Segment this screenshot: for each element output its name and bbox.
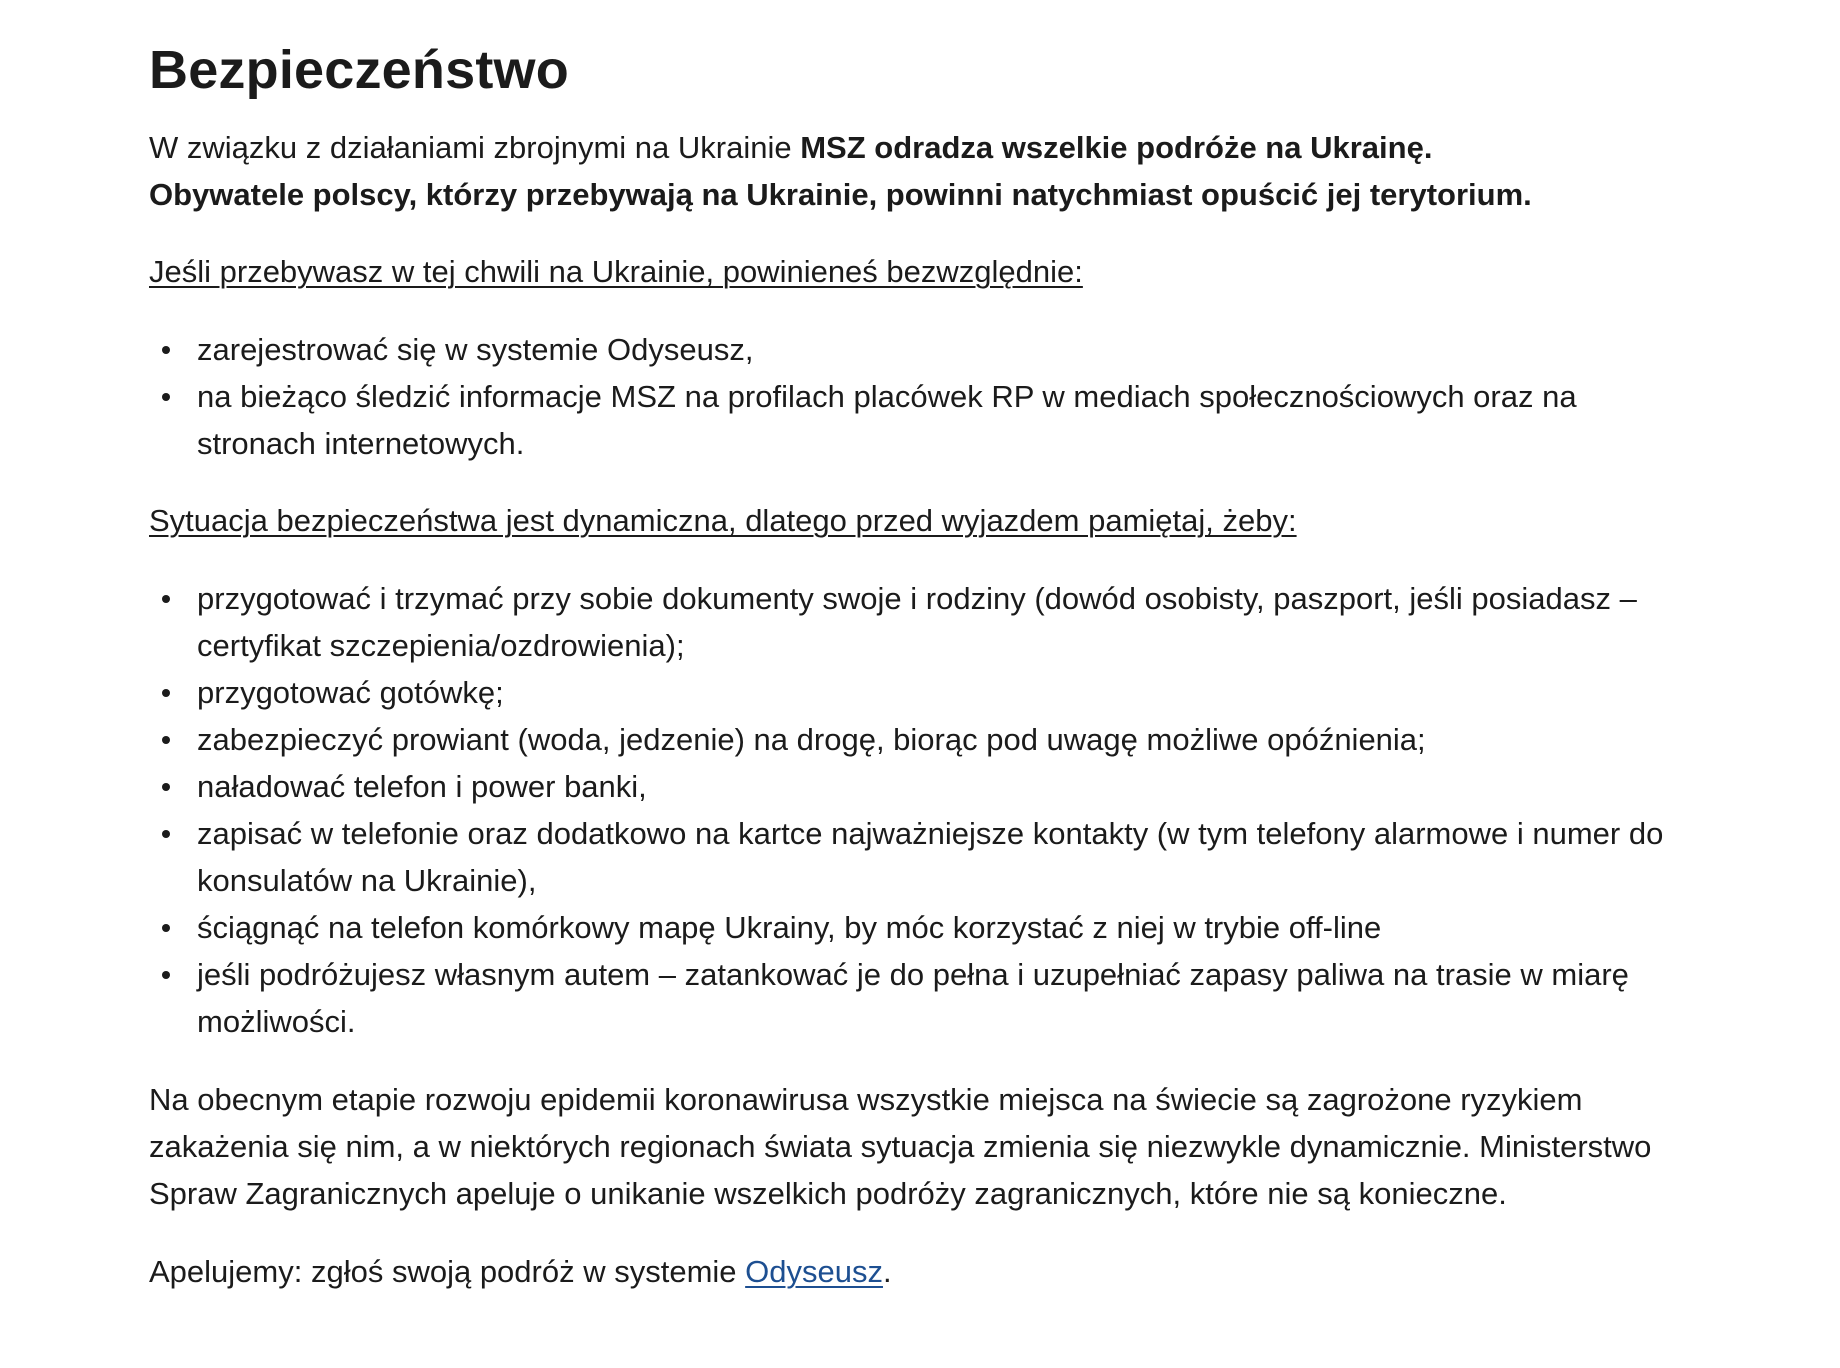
- section-2-list: [149, 575, 1669, 1045]
- coronavirus-paragraph: Na obecnym etapie rozwoju epidemii koronawirusa wszystkie miejsca na świecie są zagrożone ryzykiem zakażenia się nim, a w niektórych regionach świata sytuacja zmienia się niezwykle dynamicznie. Ministerstwo Spraw Zagranicznych apeluje o unikanie wszelkich podróży zagranicznych, które nie są konieczne.: [149, 1082, 1652, 1211]
- list-item: jeśli podróżujesz własnym autem – zatankować je do pełna i uzupełniać zapasy paliwa na trasie w miarę możliwości.: [197, 951, 1669, 1045]
- intro-paragraph: [149, 124, 1669, 218]
- intro-text: W związku z działaniami zbrojnymi na Ukrainie: [149, 130, 801, 165]
- section-1-heading: [149, 248, 1669, 295]
- page-title: Bezpieczeństwo: [149, 40, 569, 100]
- section-1-heading-text: Jeśli przebywasz w tej chwili na Ukrainie, powinieneś bezwzględnie:: [149, 254, 1083, 289]
- appeal-text: Apelujemy: zgłoś swoją podróż w systemie: [149, 1254, 746, 1289]
- section-1-list: [149, 326, 1669, 467]
- list-item: ściągnąć na telefon komórkowy mapę Ukrainy, by móc korzystać z niej w trybie off-line: [197, 904, 1669, 951]
- section-2-heading: [149, 497, 1669, 544]
- appeal-suffix: .: [882, 1254, 892, 1289]
- intro-bold-instruction: Obywatele polscy, którzy przebywają na Ukrainie, powinni natychmiast opuścić jej terytorium.: [149, 177, 1532, 212]
- list-item: naładować telefon i power banki,: [197, 763, 1669, 810]
- list-item: przygotować i trzymać przy sobie dokumenty swoje i rodziny (dowód osobisty, paszport, jeśli posiadasz – certyfikat szczepienia/ozdrowienia);: [197, 575, 1669, 669]
- odyseusz-link[interactable]: Odyseusz: [745, 1254, 883, 1289]
- section-2-heading-text: Sytuacja bezpieczeństwa jest dynamiczna, dlatego przed wyjazdem pamiętaj, żeby:: [149, 503, 1297, 538]
- appeal-paragraph: [149, 1248, 1669, 1295]
- intro-bold-warning: MSZ odradza wszelkie podróże na Ukrainę.: [800, 130, 1433, 165]
- list-item: na bieżąco śledzić informacje MSZ na profilach placówek RP w mediach społecznościowych oraz na stronach internetowych.: [197, 373, 1669, 467]
- list-item: zarejestrować się w systemie Odyseusz,: [197, 326, 1669, 373]
- list-item: zabezpieczyć prowiant (woda, jedzenie) na drogę, biorąc pod uwagę możliwe opóźnienia;: [197, 716, 1669, 763]
- list-item: przygotować gotówkę;: [197, 669, 1669, 716]
- list-item: zapisać w telefonie oraz dodatkowo na kartce najważniejsze kontakty (w tym telefony alarmowe i numer do konsulatów na Ukrainie),: [197, 810, 1669, 904]
